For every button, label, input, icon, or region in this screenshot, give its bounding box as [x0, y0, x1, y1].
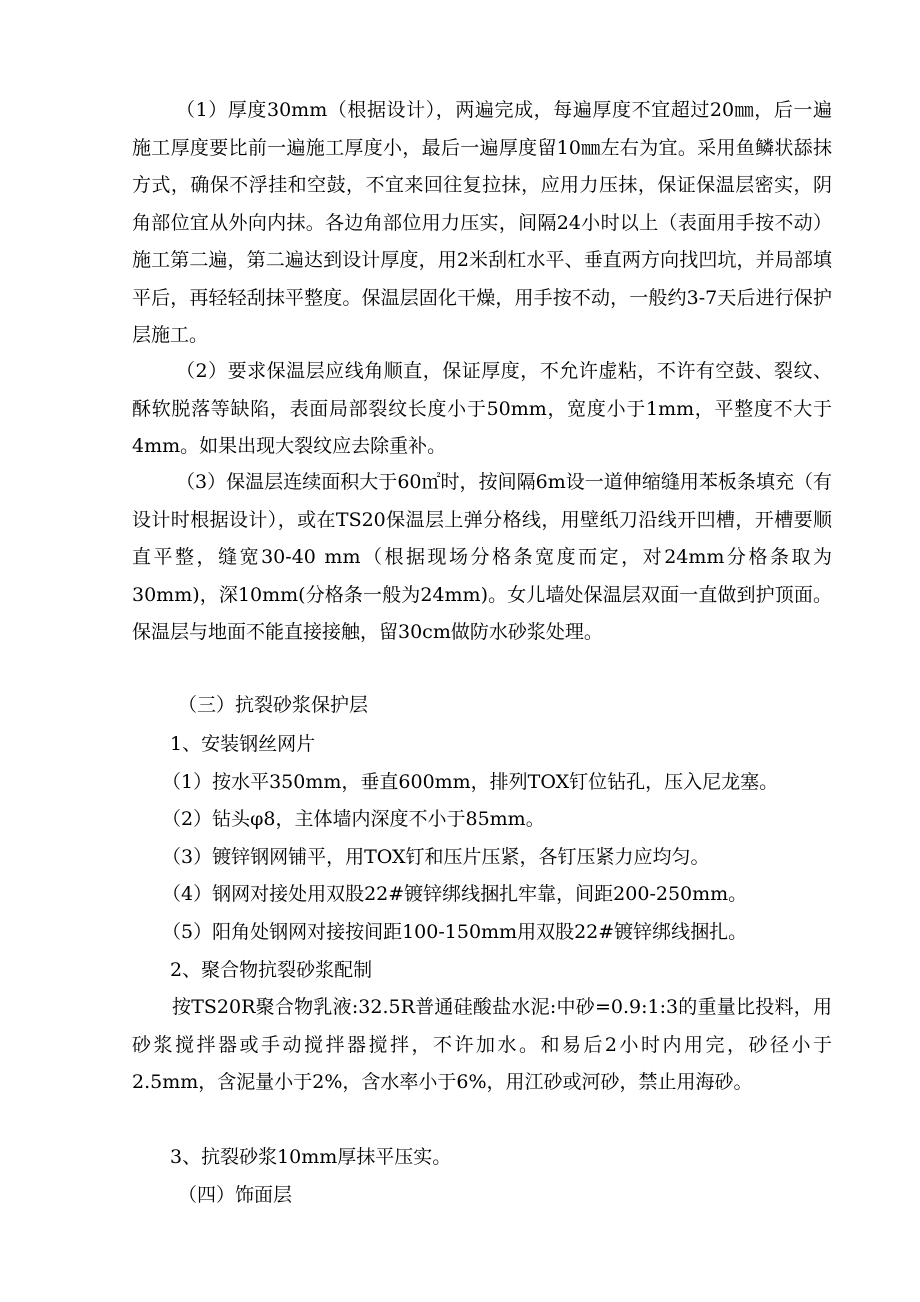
list-item-mesh-1: （1）按水平350mm，垂直600mm，排列TOX钉位钻孔，压入尼龙塞。 — [162, 771, 779, 793]
paragraph-quality-requirements: （2）要求保温层应线角顺直，保证厚度，不允许虚粘，不许有空鼓、裂纹、酥软脱落等缺陷，表面局部裂纹长度小于50mm，宽度小于1mm，平整度不大于4mm。如果出现大裂纹应去除重补。 — [132, 360, 832, 457]
list-item-mesh-3: （3）镀锌钢网铺平，用TOX钉和压片压紧，各钉压紧力应均匀。 — [162, 846, 710, 868]
list-item-mesh-4: （4）钢网对接处用双股22#镀锌绑线捆扎牢靠，间距200-250mm。 — [162, 883, 748, 905]
list-item-mesh-5: （5）阳角处钢网对接按间距100-150mm用双股22#镀锌绑线捆扎。 — [162, 921, 748, 943]
paragraph-mortar-mix: 按TS20R聚合物乳液:32.5R普通硅酸盐水泥:中砂=0.9:1:3的重量比投料，用砂浆搅拌器或手动搅拌器搅拌，不许加水。和易后2小时内用完，砂径小于2.5mm，含泥量小于2%，含水率小于6%，用江砂或河砂，禁止用海砂。 — [132, 996, 832, 1093]
section-heading-crack-resistant-layer: （三）抗裂砂浆保护层 — [178, 694, 369, 716]
section-heading-finish-layer: （四）饰面层 — [178, 1184, 293, 1206]
paragraph-expansion-joints: （3）保温层连续面积大于60㎡时，按间隔6m设一道伸缩缝用苯板条填充（有设计时根据设计），或在TS20保温层上弹分格线，用壁纸刀沿线开凹槽，开槽要顺直平整，缝宽30-40 mm（根据现场分格条宽度而定，对24mm分格条取为30mm)，深10mm(分格条一般为24mm)。女儿墙处保温层双面一直做到护顶面。保温层与地面不能直接接触，留30cm做防水砂浆处理。 — [132, 471, 832, 643]
paragraph-thickness: （1）厚度30mm（根据设计），两遍完成，每遍厚度不宜超过20㎜，后一遍施工厚度要比前一遍施工厚度小，最后一遍厚度留10㎜左右为宜。采用鱼鳞状舔抹方式，确保不浮挂和空鼓，不宜来回往复拉抹，应用力压抹，保证保温层密实，阴角部位宜从外向内抹。各边角部位用力压实，间隔24小时以上（表面用手按不动）施工第二遍，第二遍达到设计厚度，用2米刮杠水平、垂直两方向找凹坑，并局部填平后，再轻轻刮抹平整度。保温层固化干燥，用手按不动，一般约3-7天后进行保护层施工。 — [132, 99, 832, 346]
subheading-install-wire-mesh: 1、安装钢丝网片 — [170, 733, 316, 755]
subheading-polymer-mortar-mix: 2、聚合物抗裂砂浆配制 — [170, 959, 373, 981]
subheading-mortar-application: 3、抗裂砂浆10mm厚抹平压实。 — [170, 1146, 452, 1168]
list-item-mesh-2: （2）钻头φ8，主体墙内深度不小于85mm。 — [162, 808, 545, 830]
